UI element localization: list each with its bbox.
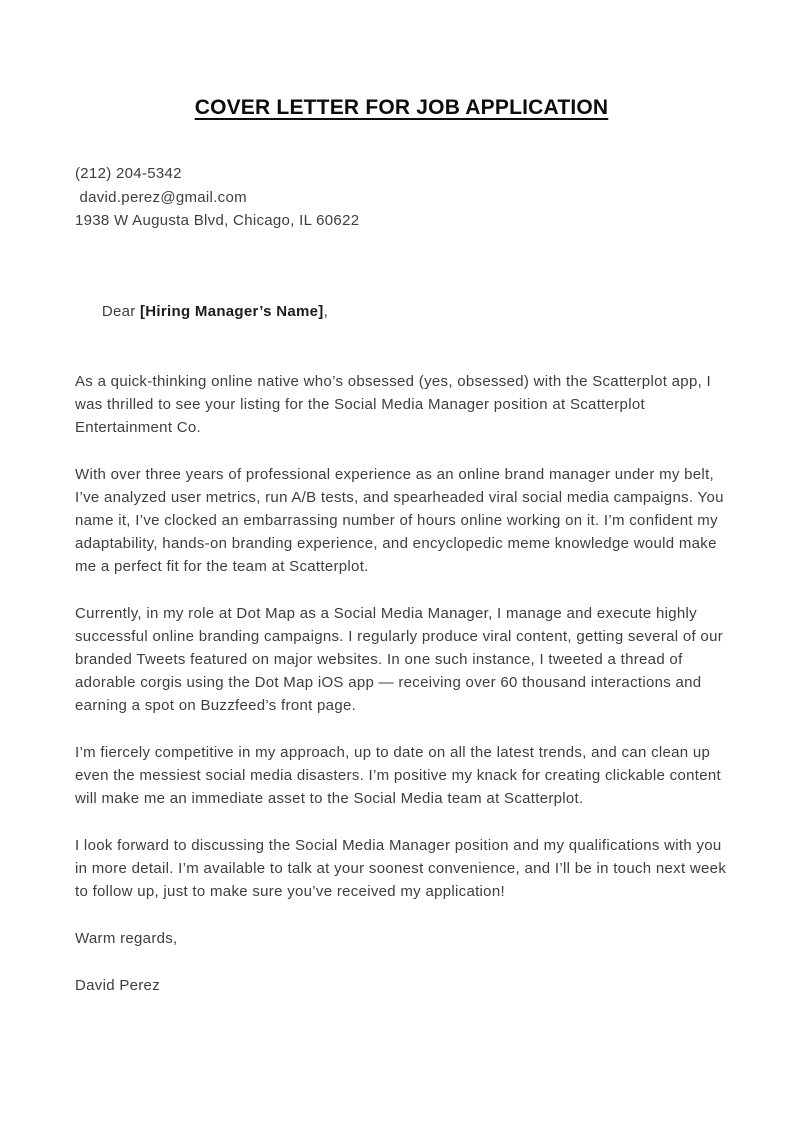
paragraph-experience: With over three years of professional experience as an online brand manager under my belt, I’ve analyzed user metrics, run A/B tests, and spearheaded viral social media campaigns. You name it, I’ve clocked an embarrassing number of hours online working on it. I’m confident my adaptability, hands-on branding experience, and encyclopedic meme knowledge would make me a perfect fit for the team at Scatterplot. — [75, 465, 724, 575]
page-title: COVER LETTER FOR JOB APPLICATION — [194, 96, 609, 119]
contact-phone: (212) 204-5342 — [75, 165, 182, 182]
contact-email: david.perez@gmail.com — [75, 188, 247, 206]
salutation — [75, 277, 728, 346]
paragraph-current-role: Currently, in my role at Dot Map as a Social Media Manager, I manage and execute highly successful online branding campaigns. I regularly produce viral content, getting several of our branded Tweets featured on major websites. In one such instance, I tweeted a thread of adorable corgis using the Dot Map iOS app — receiving over 60 thousand interactions and earning a spot on Buzzfeed’s front page. — [75, 604, 724, 714]
letter-content — [0, 96, 800, 997]
contact-address: 1938 W Augusta Blvd, Chicago, IL 60622 — [75, 212, 360, 229]
salutation-suffix: , — [323, 302, 329, 320]
hiring-manager-name-placeholder: [Hiring Manager’s Name] — [140, 302, 324, 320]
salutation-prefix: Dear — [101, 302, 140, 320]
paragraph-strengths: I’m fiercely competitive in my approach, up to date on all the latest trends, and can clean up even the messiest social media disasters. I’m positive my knack for creating clickable content will make me an immediate asset to the Social Media team at Scatterplot. — [75, 743, 721, 807]
paragraph-intro: As a quick-thinking online native who’s obsessed (yes, obsessed) with the Scatterplot app, I was thrilled to see your listing for the Social Media Manager position at Scatterplot Entertainment Co. — [75, 372, 711, 436]
paragraph-follow-up: I look forward to discussing the Social Media Manager position and my qualifications with you in more detail. I’m available to talk at your soonest convenience, and I’ll be in touch next week to follow up, just to make sure you’ve received my application! — [75, 836, 727, 900]
signature-name: David Perez — [75, 976, 161, 994]
contact-block — [75, 162, 728, 233]
closing-line: Warm regards, — [75, 929, 178, 947]
